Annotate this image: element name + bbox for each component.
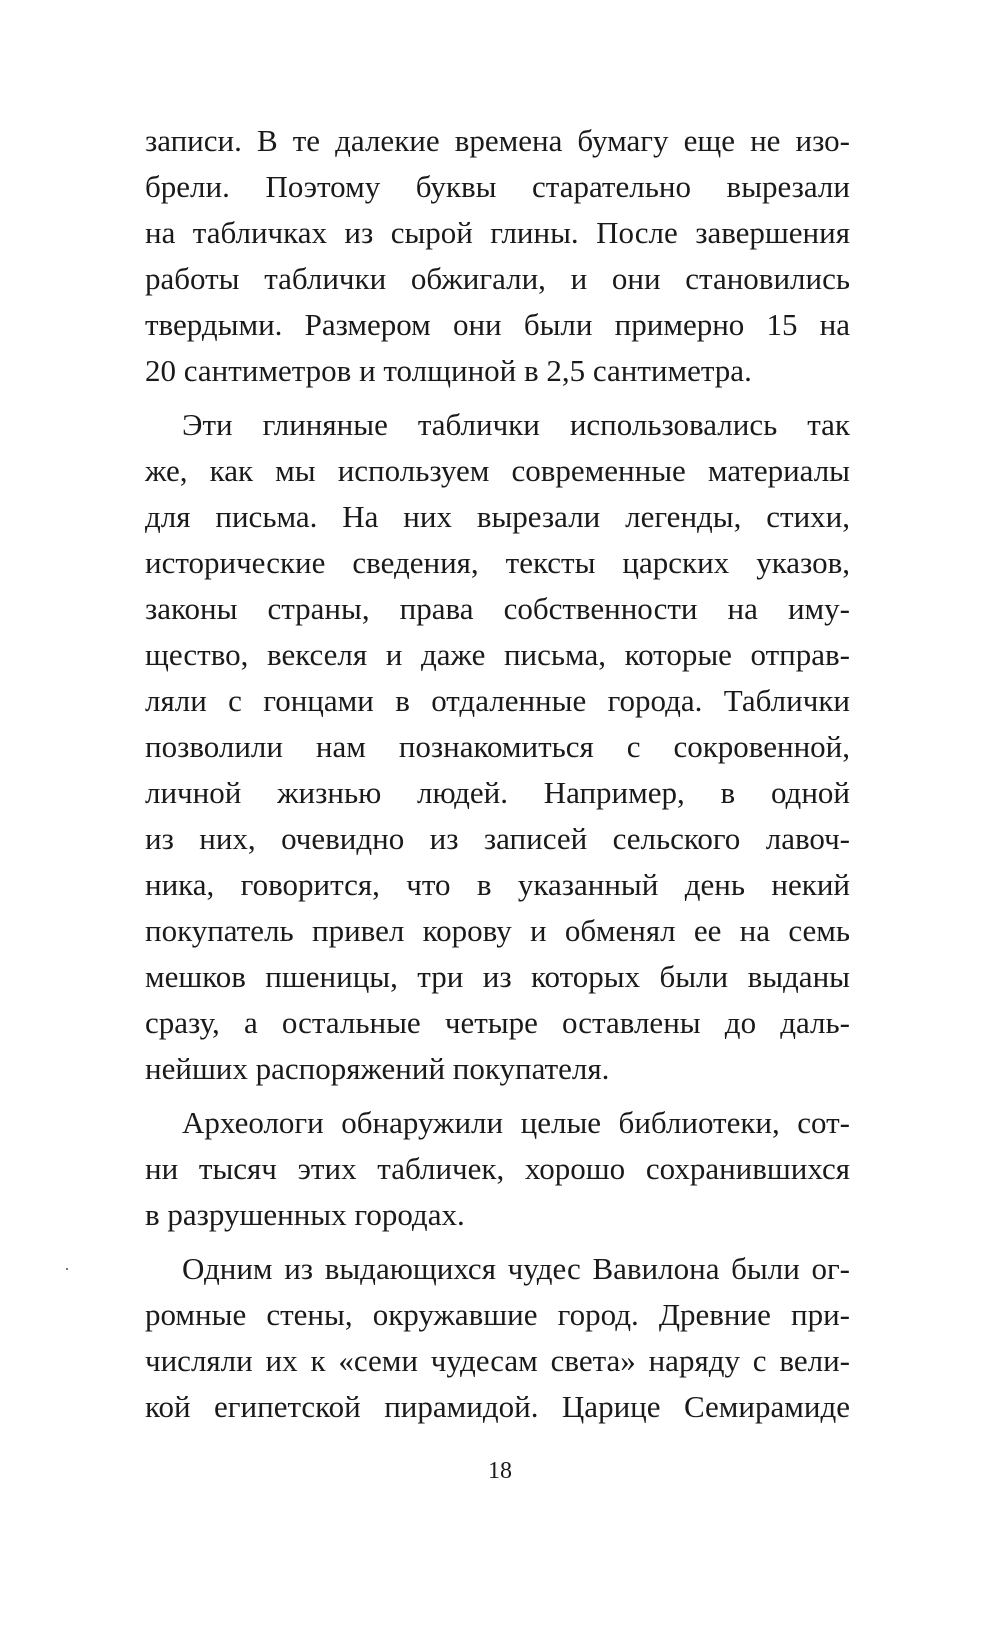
text-line: позволили нам познакомиться с сокровенной, [145, 729, 850, 764]
paragraph [145, 1100, 850, 1238]
paragraph [145, 118, 850, 394]
text-line: мешков пшеницы, три из которых были выданы [145, 959, 850, 994]
text-line: ляли с гонцами в отдаленные города. Таблички [145, 683, 850, 718]
text-line: 20 сантиметров и толщиной в 2,5 сантиметра. [145, 353, 752, 388]
text-line: в разрушенных городах. [145, 1197, 465, 1232]
text-line: законы страны, права собственности на иму- [145, 591, 850, 626]
page-number: 18 [488, 1458, 512, 1484]
text-line: ромные стены, окружавшие город. Древние при- [145, 1297, 850, 1332]
text-line: же, как мы используем современные материалы [145, 453, 850, 488]
text-line: из них, очевидно из записей сельского лавоч- [145, 821, 850, 856]
text-line: числяли их к «семи чудесам света» наряду с вели- [145, 1343, 850, 1378]
text-line: Одним из выдающихся чудес Вавилона были ог- [182, 1251, 850, 1286]
text-line: брели. Поэтому буквы старательно вырезали [145, 169, 850, 204]
text-line: личной жизнью людей. Например, в одной [145, 775, 850, 810]
text-line: ни тысяч этих табличек, хорошо сохранившихся [145, 1151, 850, 1186]
text-line: Эти глиняные таблички использовались так [182, 407, 850, 442]
paragraph [145, 1246, 850, 1430]
body-text [145, 118, 850, 1430]
text-line: работы таблички обжигали, и они становились [145, 261, 850, 296]
text-line: твердыми. Размером они были примерно 15 на [145, 307, 850, 342]
text-line: исторические сведения, тексты царских указов, [145, 545, 850, 580]
text-line: на табличках из сырой глины. После завершения [145, 215, 850, 250]
paragraph [145, 402, 850, 1092]
scan-speck [66, 1268, 68, 1270]
text-line: Археологи обнаружили целые библиотеки, сот- [182, 1105, 850, 1140]
text-line: щество, векселя и даже письма, которые отправ- [145, 637, 850, 672]
text-line: записи. В те далекие времена бумагу еще не изо- [145, 123, 850, 158]
text-line: покупатель привел корову и обменял ее на семь [145, 913, 850, 948]
text-line: нейших распоряжений покупателя. [145, 1051, 610, 1086]
text-line: кой египетской пирамидой. Царице Семирамиде [145, 1389, 850, 1424]
text-line: ника, говорится, что в указанный день некий [145, 867, 850, 902]
text-line: сразу, а остальные четыре оставлены до даль- [145, 1005, 850, 1040]
text-line: для письма. На них вырезали легенды, стихи, [145, 499, 850, 534]
